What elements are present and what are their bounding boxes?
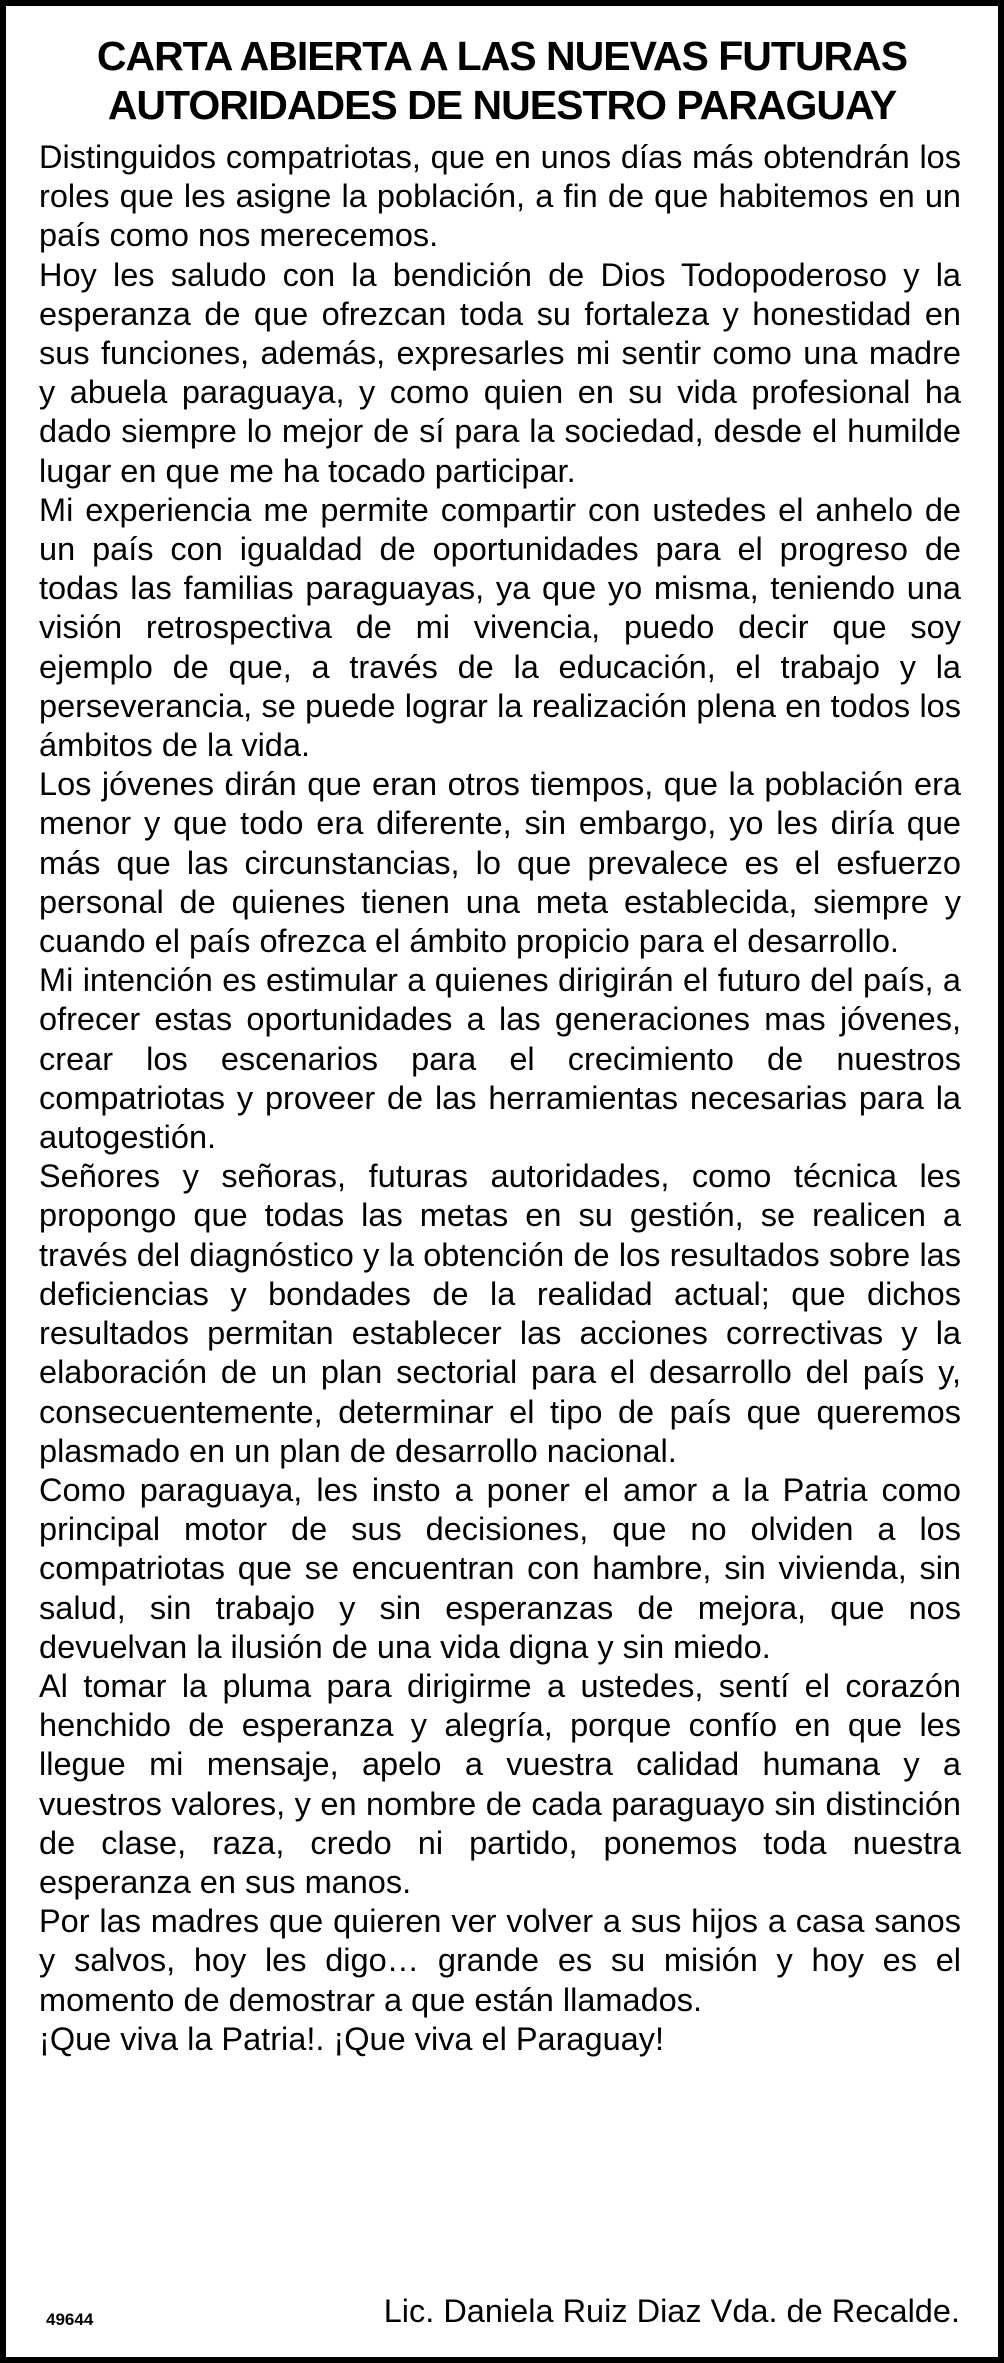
paragraph: Por las madres que quieren ver volver a sus hijos a casa sanos y salvos, hoy les digo… grande es su misión y hoy es el momento de demostrar a que están llamados. — [39, 1903, 961, 2018]
paragraph: Como paraguaya, les insto a poner el amor a la Patria como principal motor de sus decisiones, que no olviden a los compatriotas que se encuentran con hambre, sin vivienda, sin salud, sin trabajo y sin esperanzas de mejora, que nos devuelvan la ilusión de una vida digna y sin miedo. — [39, 1471, 961, 1665]
title-line-2: AUTORIDADES DE NUESTRO PARAGUAY — [107, 82, 897, 128]
ad-code: 49644 — [46, 2310, 94, 2329]
page-title — [36, 32, 968, 130]
paragraph: Hoy les saludo con la bendición de Dios Todopoderoso y la esperanza de que ofrezcan toda su fortaleza y honestidad en sus funciones, además, expresarles mi sentir como una madre y abuela paraguaya, y como quien en su vida profesional ha dado siempre lo mejor de sí para la sociedad, desde el humilde lugar en que me ha tocado participar. — [39, 256, 961, 489]
signature: Lic. Daniela Ruiz Diaz Vda. de Recalde. — [383, 2293, 960, 2329]
paragraph: Los jóvenes dirán que eran otros tiempos, que la población era menor y que todo era diferente, sin embargo, yo les diría que más que las circunstancias, lo que prevalece es el esfuerzo personal de quienes tienen una meta establecida, siempre y cuando el país ofrezca el ámbito propicio para el desarrollo. — [39, 766, 961, 960]
paragraph: Al tomar la pluma para dirigirme a ustedes, sentí el corazón henchido de esperanza y alegría, porque confío en que les llegue mi mensaje, apelo a vuestra calidad humana y a vuestros valores, y en nombre de cada paraguayo sin distinción de clase, raza, credo ni partido, ponemos toda nuestra esperanza en sus manos. — [39, 1667, 961, 1900]
letter-body — [39, 138, 961, 2059]
paragraph: ¡Que viva la Patria!. ¡Que viva el Paraguay! — [39, 2020, 665, 2057]
title-line-1: CARTA ABIERTA A LAS NUEVAS FUTURAS — [96, 33, 908, 79]
paragraph: Distinguidos compatriotas, que en unos días más obtendrán los roles que les asigne la población, a fin de que habitemos en un país como nos merecemos. — [39, 139, 961, 254]
paragraph: Señores y señoras, futuras autoridades, como técnica les propongo que todas las metas en su gestión, se realicen a través del diagnóstico y la obtención de los resultados sobre las deficiencias y bondades de la realidad actual; que dichos resultados permitan establecer las acciones correctivas y la elaboración de un plan sectorial para el desarrollo del país y, consecuentemente, determinar el tipo de país que queremos plasmado en un plan de desarrollo nacional. — [39, 1158, 961, 1469]
paragraph: Mi intención es estimular a quienes dirigirán el futuro del país, a ofrecer estas oportunidades a las generaciones mas jóvenes, crear los escenarios para el crecimiento de nuestros compatriotas y proveer de las herramientas necesarias para la autogestión. — [39, 962, 961, 1156]
paragraph: Mi experiencia me permite compartir con ustedes el anhelo de un país con igualdad de oportunidades para el progreso de todas las familias paraguayas, ya que yo misma, teniendo una visión retrospectiva de mi vivencia, puedo decir que soy ejemplo de que, a través de la educación, el trabajo y la perseverancia, se puede lograr la realización plena en todos los ámbitos de la vida. — [39, 491, 961, 764]
